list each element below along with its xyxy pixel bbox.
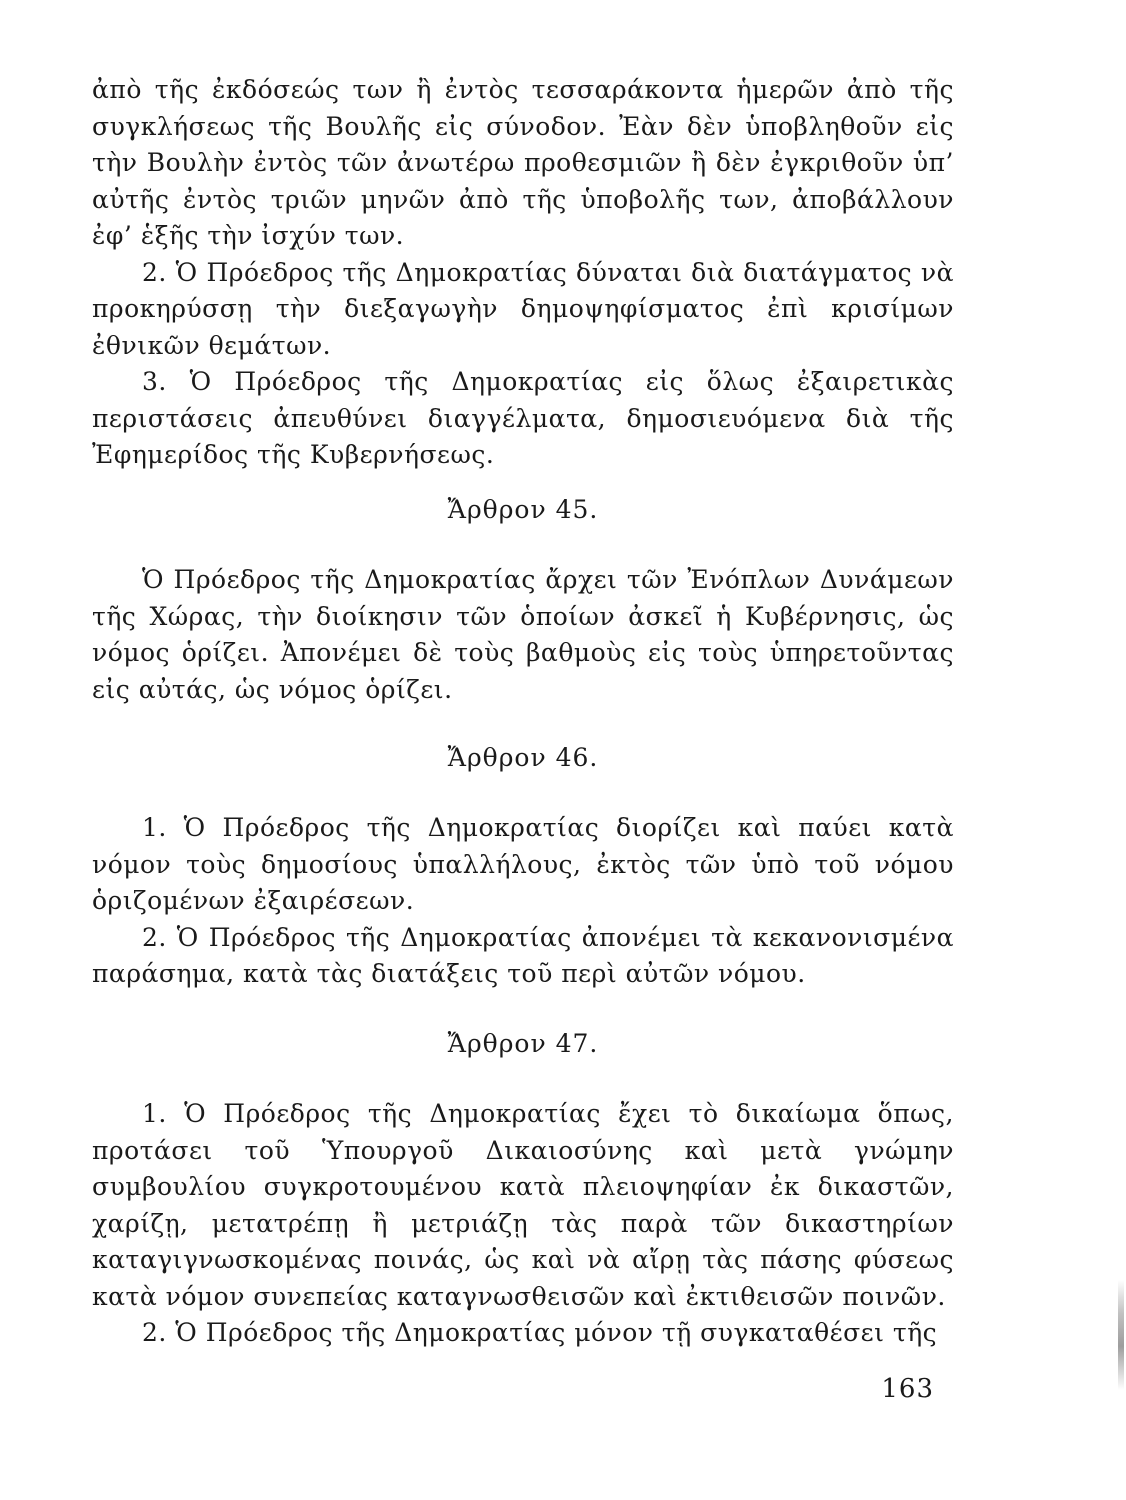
paragraph-46-2: 2. Ὁ Πρόεδρος τῆς Δημοκρατίας ἀπονέμει τὰ κεκανονισμένα παράσημα, κατὰ τὰς διατάξεις τοῦ περὶ αὐτῶν νόμου. — [92, 922, 954, 988]
paragraph-continued: ἀπὸ τῆς ἐκδόσεώς των ἢ ἐντὸς τεσσαράκοντα ἡμερῶν ἀπὸ τῆς συγκλήσεως τῆς Βουλῆς εἰς σύνοδον. Ἐὰν δὲν ὑποβληθοῦν εἰς τὴν Βουλὴν ἐντὸς τῶν ἀνωτέρω προθεσμιῶν ἢ δὲν ἐγκριθοῦν ὑπ’ αὐτῆς ἐντὸς τριῶν μηνῶν ἀπὸ τῆς ὑποβολῆς των, ἀποβάλλουν ἐφ’ ἑξῆς τὴν ἰσχύν των. — [92, 75, 954, 250]
paragraph-47-1: 1. Ὁ Πρόεδρος τῆς Δημοκρατίας ἔχει τὸ δικαίωμα ὅπως, προτάσει τοῦ Ὑπουργοῦ Δικαιοσύνης καὶ μετὰ γνώμην συμβουλίου συγκροτουμένου κατὰ πλειοψηφίαν ἐκ δικαστῶν, χαρίζῃ, μετατρέπῃ ἢ μετριάζῃ τὰς παρὰ τῶν δικαστηρίων καταγιγνωσκομένας ποινάς, ὡς καὶ νὰ αἴρῃ τὰς πάσης φύσεως κατὰ νόμον συνεπείας καταγνωσθεισῶν καὶ ἐκτιθεισῶν ποινῶν. — [92, 1099, 954, 1311]
paragraph-44-2: 2. Ὁ Πρόεδρος τῆς Δημοκρατίας δύναται διὰ διατάγματος νὰ προκηρύσσῃ τὴν διεξαγωγὴν δημοψηφίσματος ἐπὶ κρισίμων ἐθνικῶν θεμάτων. — [92, 257, 954, 360]
paragraph-47-2: 2. Ὁ Πρόεδρος τῆς Δημοκρατίας μόνον τῇ συγκαταθέσει τῆς — [142, 1318, 938, 1347]
paragraph-45: Ὁ Πρόεδρος τῆς Δημοκρατίας ἄρχει τῶν Ἐνόπλων Δυνάμεων τῆς Χώρας, τὴν διοίκησιν τῶν ὁποίων ἀσκεῖ ἡ Κυβέρνησις, ὡς νόμος ὁρίζει. Ἀπονέμει δὲ τοὺς βαθμοὺς εἰς τοὺς ὑπηρετοῦντας εἰς αὐτάς, ὡς νόμος ὁρίζει. — [92, 565, 954, 704]
scan-edge-shadow — [1118, 1280, 1124, 1390]
article-45-heading: Ἄρθρον 45. — [447, 495, 599, 524]
paragraph-46-1: 1. Ὁ Πρόεδρος τῆς Δημοκρατίας διορίζει καὶ παύει κατὰ νόμον τοὺς δημοσίους ὑπαλλήλους, ἐκτὸς τῶν ὑπὸ τοῦ νόμου ὁριζομένων ἐξαιρέσεων. — [92, 813, 954, 915]
article-47-text — [92, 1096, 954, 1352]
continued-text-block — [92, 72, 954, 474]
article-47-heading: Ἄρθρον 47. — [447, 1029, 599, 1058]
article-45-text — [92, 562, 954, 708]
paragraph-44-3: 3. Ὁ Πρόεδρος τῆς Δημοκρατίας εἰς ὅλως ἐξαιρετικὰς περιστάσεις ἀπευθύνει διαγγέλματα, δημοσιευόμενα διὰ τῆς Ἐφημερίδος τῆς Κυβερνήσεως. — [92, 367, 954, 469]
article-46-heading: Ἄρθρον 46. — [447, 743, 599, 772]
page-number: 163 — [881, 1374, 934, 1404]
article-46-text — [92, 810, 954, 993]
